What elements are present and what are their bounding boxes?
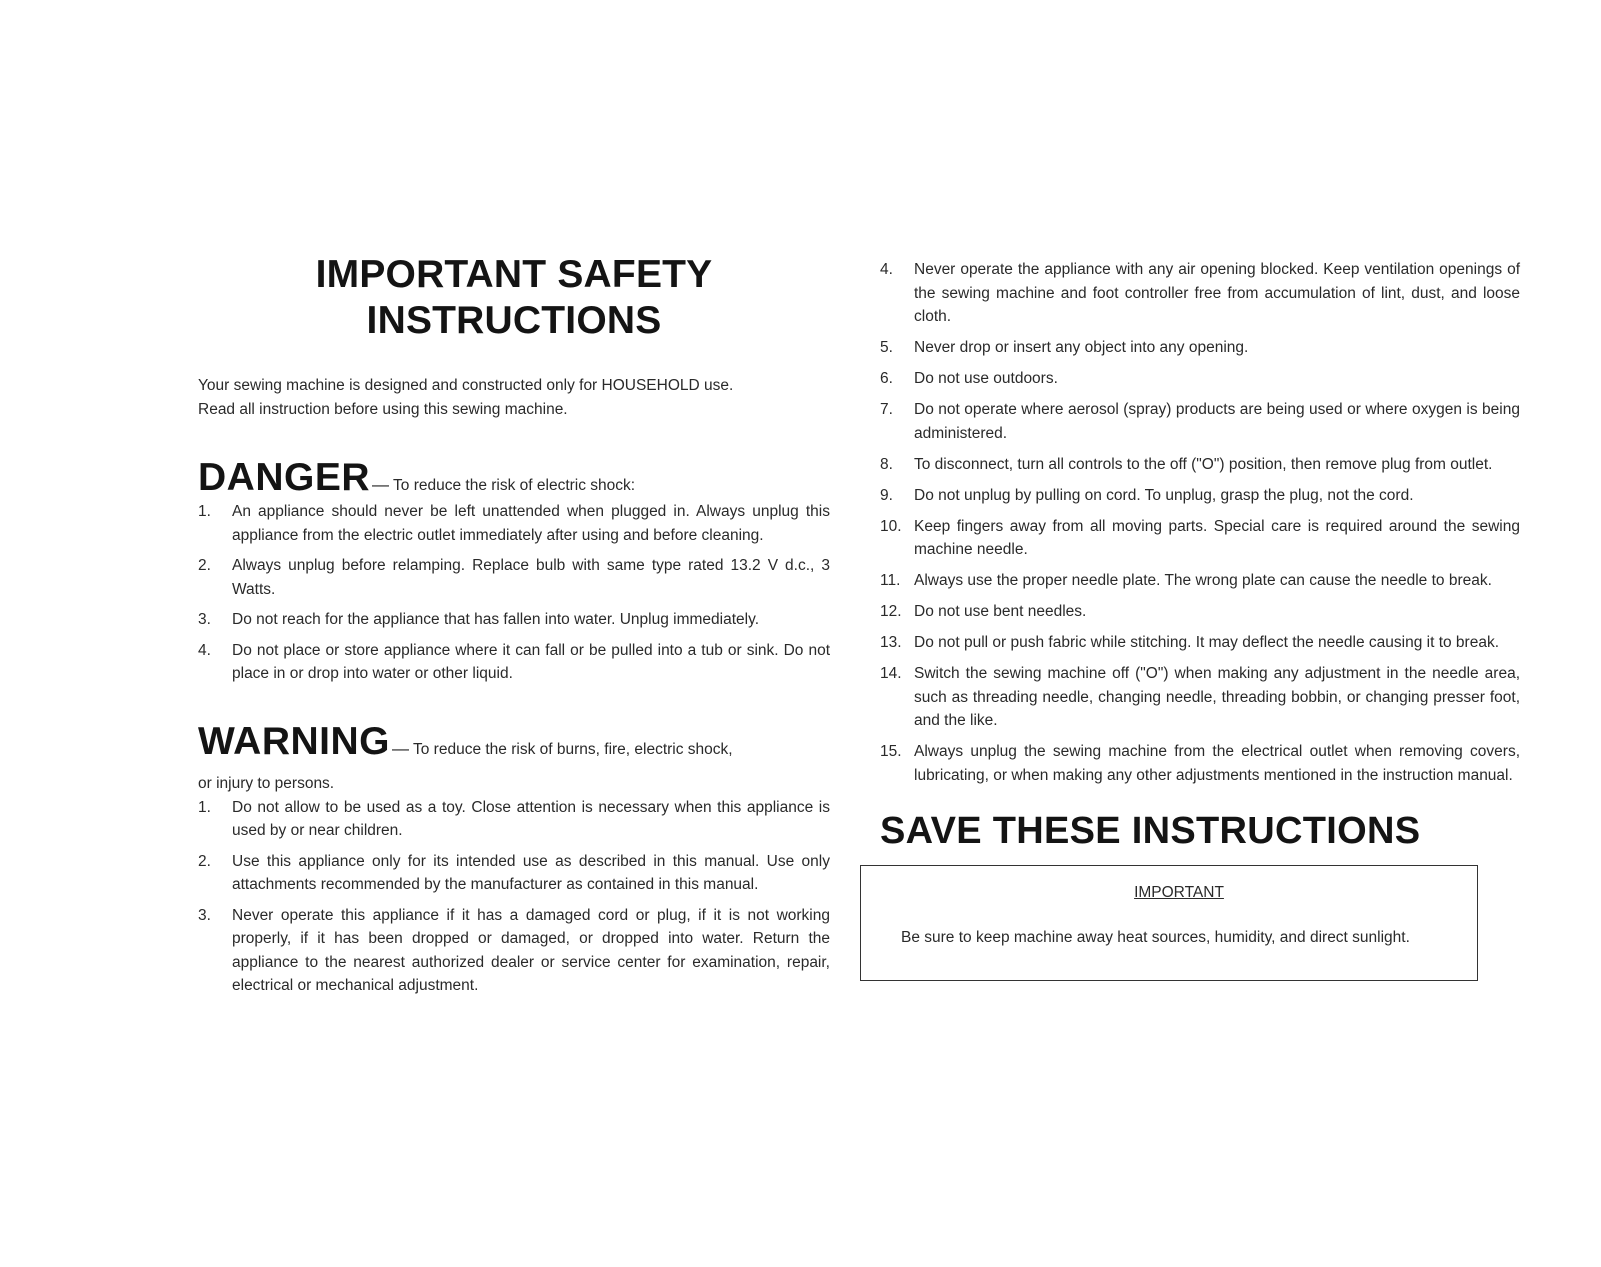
item-number: 9. xyxy=(880,486,893,504)
list-item xyxy=(198,796,830,843)
list-item xyxy=(880,398,1520,445)
item-text: Do not use outdoors. xyxy=(914,370,1058,387)
page-title-line1: IMPORTANT SAFETY xyxy=(315,253,713,296)
list-item xyxy=(880,484,1520,508)
page-title xyxy=(198,252,830,344)
danger-description: To reduce the risk of electric shock: xyxy=(393,477,636,494)
item-text: Use this appliance only for its intended use as described in this manual. Use only attachments recommended by the manufacturer as contained in this manual. xyxy=(232,852,830,893)
warning-heading xyxy=(198,720,830,764)
item-number: 4. xyxy=(880,261,893,278)
item-number: 3. xyxy=(198,906,211,924)
item-text: Do not allow to be used as a toy. Close attention is necessary when this appliance is used by or near children. xyxy=(232,798,830,839)
warning-continuation: or injury to persons. xyxy=(198,774,335,792)
item-number: 5. xyxy=(880,339,893,356)
page-title-line2: INSTRUCTIONS xyxy=(366,299,662,342)
right-column xyxy=(880,258,1520,981)
danger-dash: — xyxy=(372,475,390,494)
list-item xyxy=(880,631,1520,655)
list-item xyxy=(880,336,1520,360)
item-text: Do not place or store appliance where it can fall or be pulled into a tub or sink. Do not place in or drop into water or other liquid. xyxy=(232,641,830,682)
notice-title: IMPORTANT xyxy=(1134,884,1224,901)
item-text: To disconnect, turn all controls to the off ("O") position, then remove plug from outlet. xyxy=(914,455,1493,473)
item-text: Switch the sewing machine off ("O") when making any adjustment in the needle area, such as threading needle, changing needle, threading bobbin, or changing presser foot, and the like. xyxy=(914,665,1520,729)
list-item xyxy=(880,600,1520,624)
intro-text xyxy=(198,374,830,422)
list-item xyxy=(198,608,830,632)
list-item xyxy=(880,515,1520,562)
item-text: Always unplug before relamping. Replace bulb with same type rated 13.2 V d.c., 3 Watts. xyxy=(232,557,830,598)
item-text: Do not operate where aerosol (spray) products are being used or where oxygen is being administered. xyxy=(914,401,1520,442)
item-number: 1. xyxy=(198,503,211,520)
list-item xyxy=(880,258,1520,329)
warning-dash: — xyxy=(392,738,409,758)
item-text: Always use the proper needle plate. The wrong plate can cause the needle to break. xyxy=(914,572,1492,589)
list-item xyxy=(198,554,830,601)
list-item xyxy=(198,500,830,547)
item-number: 14. xyxy=(880,665,902,682)
item-number: 15. xyxy=(880,743,902,760)
item-text: Never drop or insert any object into any opening. xyxy=(914,339,1249,356)
warning-list-continued xyxy=(880,258,1520,787)
warning-description: To reduce the risk of burns, fire, electric shock, xyxy=(413,740,733,758)
item-number: 8. xyxy=(880,455,893,473)
item-text: Always unplug the sewing machine from the electrical outlet when removing covers, lubricating, or when making any other adjustments mentioned in the instruction manual. xyxy=(914,743,1520,784)
danger-heading xyxy=(198,456,830,500)
item-text: Do not pull or push fabric while stitching. It may deflect the needle causing it to break. xyxy=(914,634,1500,651)
item-number: 2. xyxy=(198,852,211,870)
list-item xyxy=(880,453,1520,477)
notice-text: Be sure to keep machine away heat sources, humidity, and direct sunlight. xyxy=(901,929,1410,946)
item-text: Keep fingers away from all moving parts. Special care is required around the sewing machine needle. xyxy=(914,517,1520,558)
item-number: 12. xyxy=(880,603,902,620)
warning-list xyxy=(198,796,830,998)
list-item xyxy=(198,850,830,897)
danger-list xyxy=(198,500,830,686)
intro-line2: Read all instruction before using this sewing machine. xyxy=(198,401,568,418)
item-number: 10. xyxy=(880,517,902,535)
save-instructions-heading: SAVE THESE INSTRUCTIONS xyxy=(880,810,1421,852)
left-column xyxy=(198,252,830,1005)
list-item xyxy=(880,740,1520,787)
item-text: An appliance should never be left unattended when plugged in. Always unplug this appliance from the electric outlet immediately after using and before cleaning. xyxy=(232,503,830,544)
danger-word: DANGER xyxy=(198,456,371,499)
item-text: Do not use bent needles. xyxy=(914,603,1087,620)
warning-word: WARNING xyxy=(198,719,390,763)
item-text: Never operate this appliance if it has a damaged cord or plug, if it is not working properly, if it has been dropped or damaged, or dropped into water. Return the appliance to the nearest authorized dealer or service center for examination, repair, electrical or mechanical adjustment. xyxy=(232,906,830,994)
item-number: 4. xyxy=(198,641,211,659)
important-notice-box xyxy=(860,865,1478,981)
list-item xyxy=(880,569,1520,593)
item-text: Do not reach for the appliance that has fallen into water. Unplug immediately. xyxy=(232,611,760,628)
item-number: 2. xyxy=(198,557,211,574)
item-number: 7. xyxy=(880,401,893,418)
item-text: Never operate the appliance with any air opening blocked. Keep ventilation openings of the sewing machine and foot controller free from accumulation of lint, dust, and loose cloth. xyxy=(914,261,1520,325)
list-item xyxy=(880,662,1520,733)
list-item xyxy=(880,367,1520,391)
item-number: 11. xyxy=(880,572,901,589)
item-number: 6. xyxy=(880,370,893,387)
item-number: 13. xyxy=(880,634,902,651)
intro-line1: Your sewing machine is designed and constructed only for HOUSEHOLD use. xyxy=(198,377,734,394)
list-item xyxy=(198,639,830,686)
item-number: 1. xyxy=(198,798,211,816)
list-item xyxy=(198,904,830,998)
item-number: 3. xyxy=(198,611,211,628)
item-text: Do not unplug by pulling on cord. To unplug, grasp the plug, not the cord. xyxy=(914,486,1414,504)
